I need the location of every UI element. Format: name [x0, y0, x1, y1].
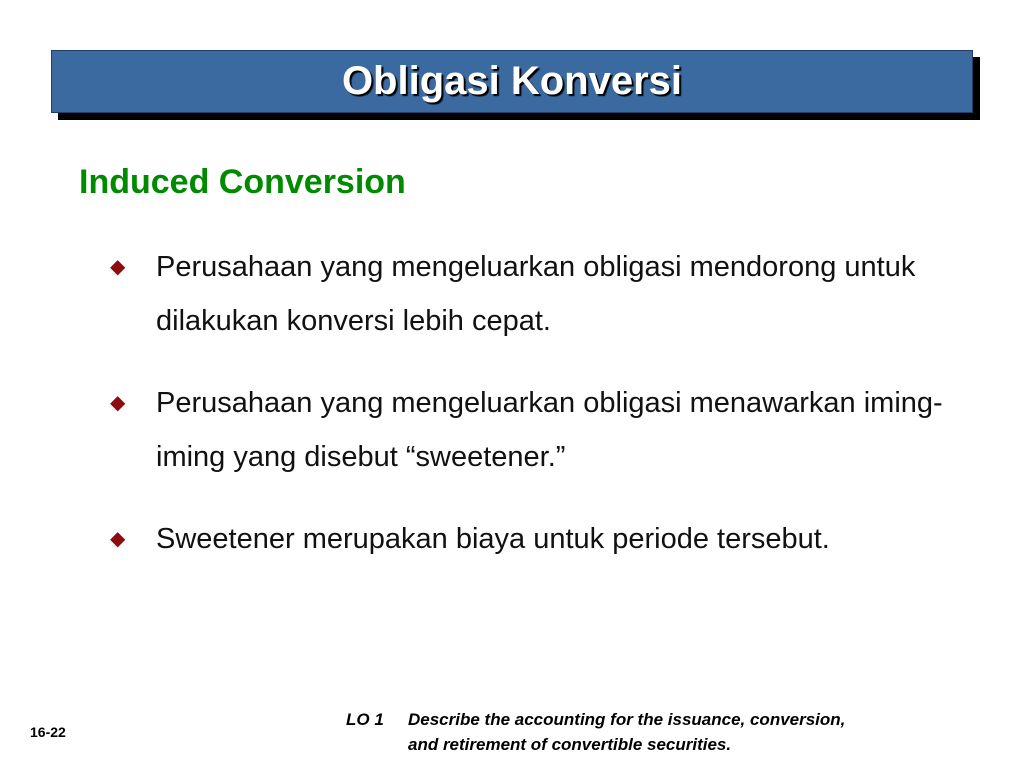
diamond-icon: ◆	[110, 528, 126, 550]
learning-objective-line-1: Describe the accounting for the issuance, conversion,	[408, 710, 846, 729]
learning-objective-line-2: and retirement of convertible securities.	[408, 735, 732, 754]
learning-objective	[346, 707, 1006, 757]
bullet-text: Perusahaan yang mengeluarkan obligasi mendorong untuk dilakukan konversi lebih cepat.	[156, 251, 916, 337]
learning-objective-label: LO 1	[346, 710, 384, 729]
diamond-icon: ◆	[110, 256, 126, 278]
section-heading: Induced Conversion	[79, 163, 406, 201]
list-item	[108, 240, 988, 348]
bullet-list	[108, 240, 988, 594]
slide-title: Obligasi Konversi	[341, 59, 683, 103]
slide-number: 16-22	[30, 724, 66, 740]
bullet-text: Perusahaan yang mengeluarkan obligasi menawarkan iming-iming yang disebut “sweetener.”	[156, 387, 943, 473]
learning-objective-description	[408, 707, 1006, 757]
title-bar	[51, 50, 973, 113]
list-item	[108, 376, 988, 484]
diamond-icon: ◆	[110, 392, 126, 414]
list-item	[108, 512, 988, 566]
bullet-text: Sweetener merupakan biaya untuk periode tersebut.	[156, 523, 830, 555]
